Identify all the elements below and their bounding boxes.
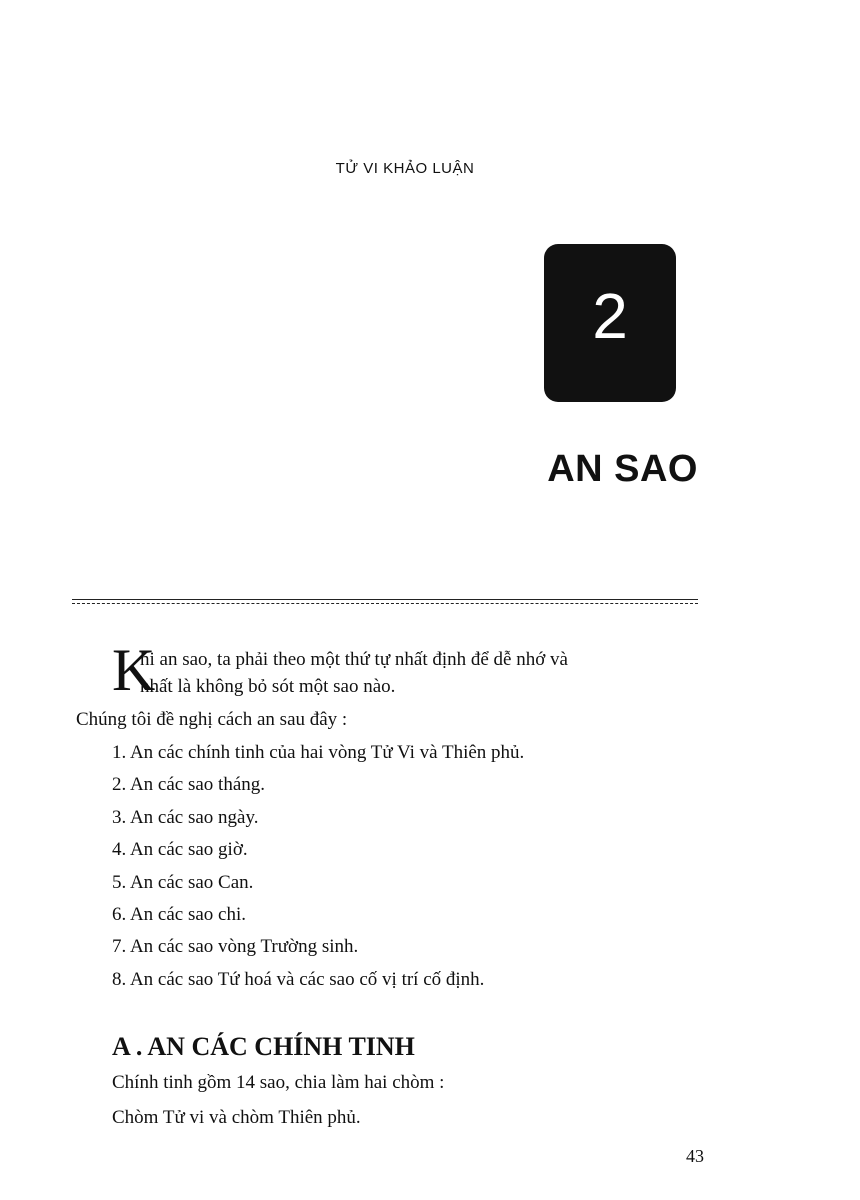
divider-rule-secondary [72,603,698,604]
list-item: 8. An các sao Tứ hoá và các sao cố vị trí cố định. [112,968,485,990]
intro-line-2: nhất là không bỏ sót một sao nào. [140,676,396,697]
list-item: 6. An các sao chi. [112,904,247,926]
list-item: 4. An các sao giờ. [112,839,248,861]
list-item: 2. An các sao tháng. [112,774,266,796]
list-item: 3. An các sao ngày. [112,806,259,828]
lead-sentence: Chúng tôi đề nghị cách an sau đây : [76,709,348,730]
chapter-number-box [544,244,676,402]
section-heading: A . AN CÁC CHÍNH TINH [112,1032,415,1061]
section-line-1: Chính tinh gồm 14 sao, chia làm hai chòm : [112,1072,445,1093]
list-item: 5. An các sao Can. [112,871,254,893]
list-item: 1. An các chính tinh của hai vòng Tử Vi và Thiên phủ. [112,742,525,763]
chapter-number: 2 [592,280,628,352]
section-line-2: Chòm Tử vi và chòm Thiên phủ. [112,1107,361,1128]
divider-rule [72,599,698,600]
list-item: 7. An các sao vòng Trường sinh. [112,936,359,958]
running-header: TỬ VI KHẢO LUẬN [335,160,475,177]
page-number: 43 [686,1146,704,1166]
step-list [112,737,524,996]
chapter-title: AN SAO [547,448,698,490]
drop-cap: K [112,637,156,703]
intro-line-1: hi an sao, ta phải theo một thứ tự nhất định để dễ nhớ và [140,649,568,670]
